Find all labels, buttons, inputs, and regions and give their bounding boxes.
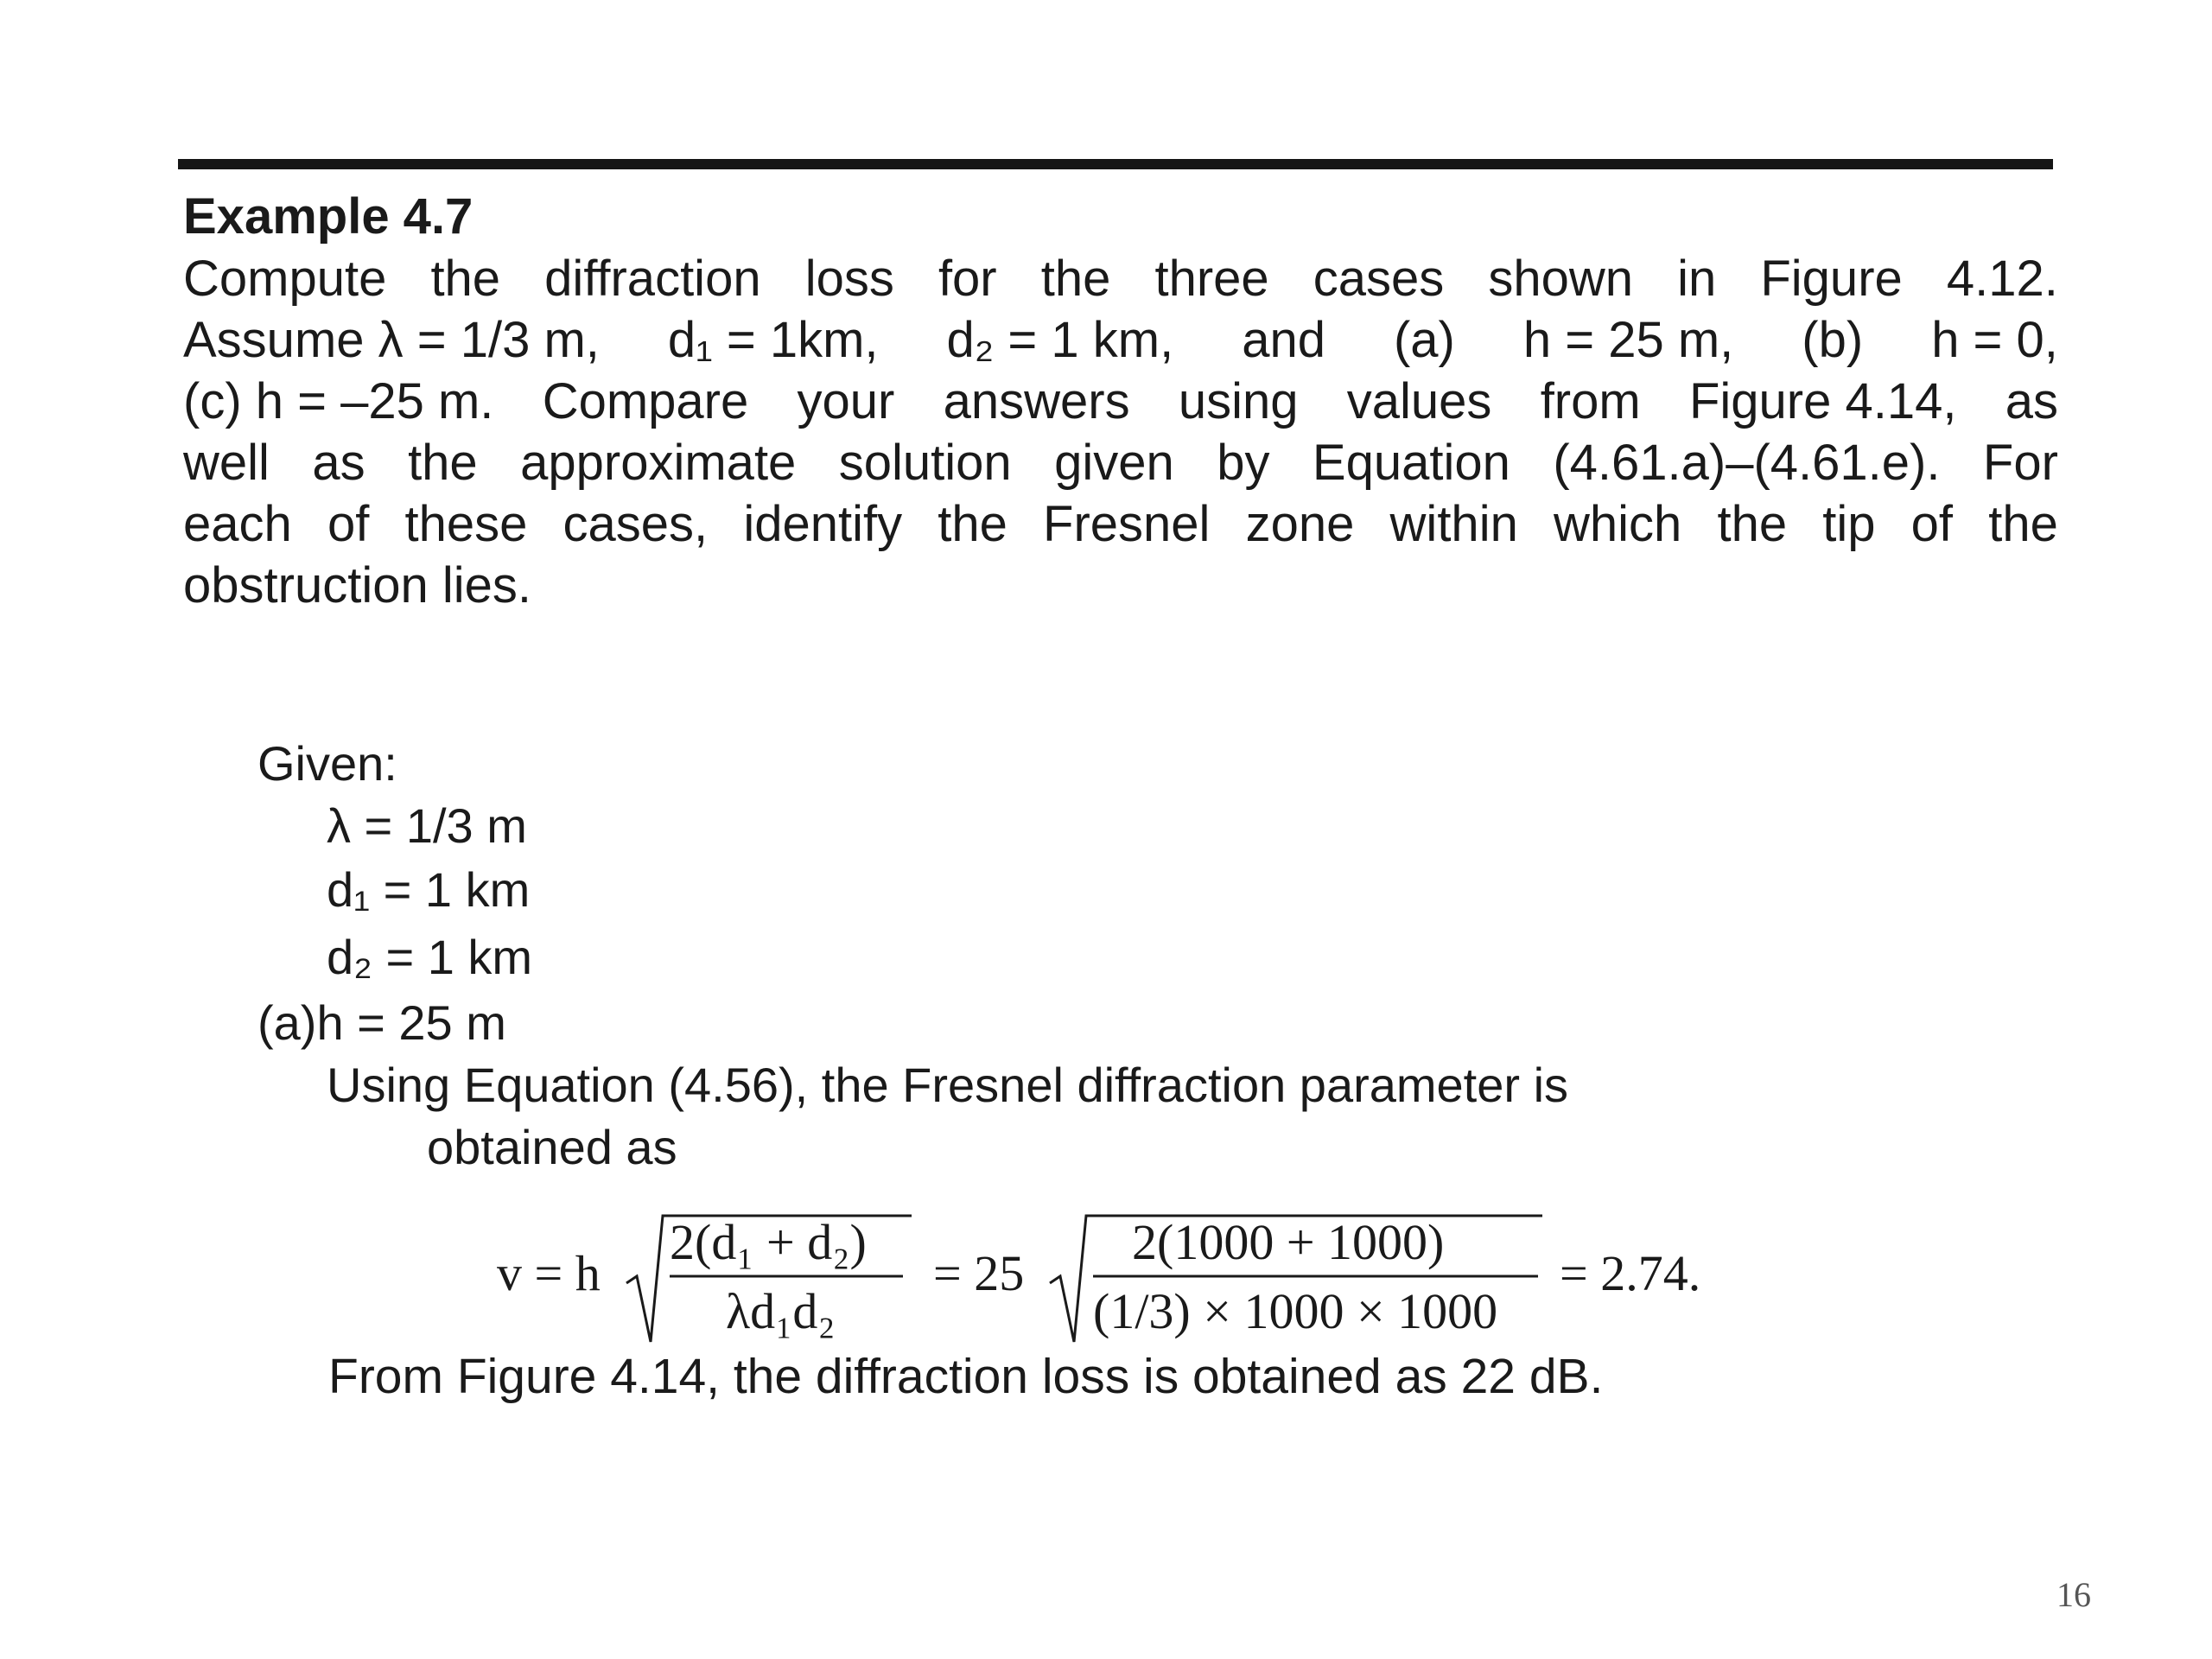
- problem-word: values: [1346, 373, 1492, 429]
- given-d2: d₂ = 1 km: [327, 930, 533, 984]
- problem-word: cases,: [563, 496, 709, 552]
- problem-word: answers: [943, 373, 1130, 429]
- problem-word: well: [183, 435, 270, 491]
- problem-word: tip: [1822, 496, 1876, 552]
- equals-25: = 25: [933, 1245, 1025, 1301]
- equation-result: = 2.74.: [1560, 1245, 1701, 1301]
- problem-word: obstruction lies.: [183, 557, 531, 613]
- problem-word: Figure: [1760, 251, 1903, 307]
- problem-word: for: [938, 251, 997, 307]
- problem-word: which: [1554, 496, 1682, 552]
- explanation-line: Using Equation (4.56), the Fresnel diffraction parameter is: [327, 1058, 1569, 1112]
- problem-word: identify: [743, 496, 903, 552]
- conclusion-line: From Figure 4.14, the diffraction loss is obtained as 22 dB.: [328, 1349, 1604, 1404]
- explanation-line: obtained as: [427, 1120, 677, 1174]
- problem-word: h = 0,: [1931, 312, 2058, 368]
- example-title: Example 4.7: [183, 188, 474, 245]
- problem-word: given: [1054, 435, 1174, 491]
- problem-word: Compute: [183, 251, 387, 307]
- problem-statement: [183, 248, 2058, 616]
- sym-denominator: λd₁d₂: [726, 1283, 836, 1339]
- top-rule: [178, 159, 2053, 169]
- problem-word: (c) h = –25 m.: [183, 373, 494, 429]
- problem-word: (b): [1802, 312, 1864, 368]
- problem-line: [183, 493, 2058, 555]
- problem-word: each: [183, 496, 292, 552]
- problem-word: shown: [1488, 251, 1634, 307]
- problem-word: Equation: [1312, 435, 1510, 491]
- problem-word: by: [1217, 435, 1270, 491]
- problem-word: the: [408, 435, 478, 491]
- problem-word: loss: [804, 251, 894, 307]
- problem-word: diffraction: [544, 251, 761, 307]
- problem-word: 4.12.: [1946, 251, 2058, 307]
- problem-word: three: [1154, 251, 1269, 307]
- problem-line: [183, 309, 2058, 371]
- problem-line: [183, 248, 2058, 309]
- problem-word: in: [1677, 251, 1717, 307]
- problem-word: d₁ = 1km,: [667, 312, 879, 368]
- problem-word: from: [1540, 373, 1641, 429]
- problem-line: [183, 371, 2058, 432]
- problem-word: as: [312, 435, 365, 491]
- problem-word: Figure 4.14,: [1688, 373, 1957, 429]
- given-label: Given:: [257, 736, 397, 791]
- problem-word: your: [797, 373, 895, 429]
- fresnel-equation: [497, 1197, 1776, 1344]
- problem-word: of: [327, 496, 370, 552]
- problem-word: (a): [1393, 312, 1455, 368]
- problem-word: the: [1988, 496, 2058, 552]
- problem-line: [183, 432, 2058, 493]
- sym-numerator: 2(d₁ + d₂): [670, 1214, 867, 1270]
- problem-word: as: [2005, 373, 2058, 429]
- problem-line: [183, 555, 2058, 616]
- problem-word: Compare: [542, 373, 749, 429]
- problem-word: the: [1040, 251, 1111, 307]
- problem-word: of: [1910, 496, 1954, 552]
- problem-word: (4.61.a)–(4.61.e).: [1553, 435, 1941, 491]
- problem-word: Fresnel: [1043, 496, 1211, 552]
- problem-word: and: [1242, 312, 1325, 368]
- case-a-label: (a)h = 25 m: [257, 995, 506, 1050]
- problem-word: the: [430, 251, 501, 307]
- problem-word: cases: [1313, 251, 1445, 307]
- given-lambda: λ = 1/3 m: [327, 798, 527, 853]
- problem-word: h = 25 m,: [1522, 312, 1734, 368]
- problem-word: within: [1389, 496, 1518, 552]
- problem-word: using: [1178, 373, 1299, 429]
- problem-word: the: [1717, 496, 1788, 552]
- given-d1: d₁ = 1 km: [327, 862, 531, 917]
- equation-lhs: v = h: [497, 1245, 601, 1301]
- problem-word: approximate: [520, 435, 797, 491]
- problem-word: d₂ = 1 km,: [946, 312, 1174, 368]
- problem-word: Assume λ = 1/3 m,: [183, 312, 600, 368]
- problem-word: these: [404, 496, 528, 552]
- problem-word: solution: [838, 435, 1012, 491]
- problem-word: For: [1982, 435, 2058, 491]
- problem-word: zone: [1245, 496, 1355, 552]
- problem-word: the: [938, 496, 1007, 552]
- num-denominator: (1/3) × 1000 × 1000: [1093, 1283, 1498, 1339]
- page-number: 16: [2056, 1575, 2091, 1614]
- num-numerator: 2(1000 + 1000): [1132, 1214, 1445, 1270]
